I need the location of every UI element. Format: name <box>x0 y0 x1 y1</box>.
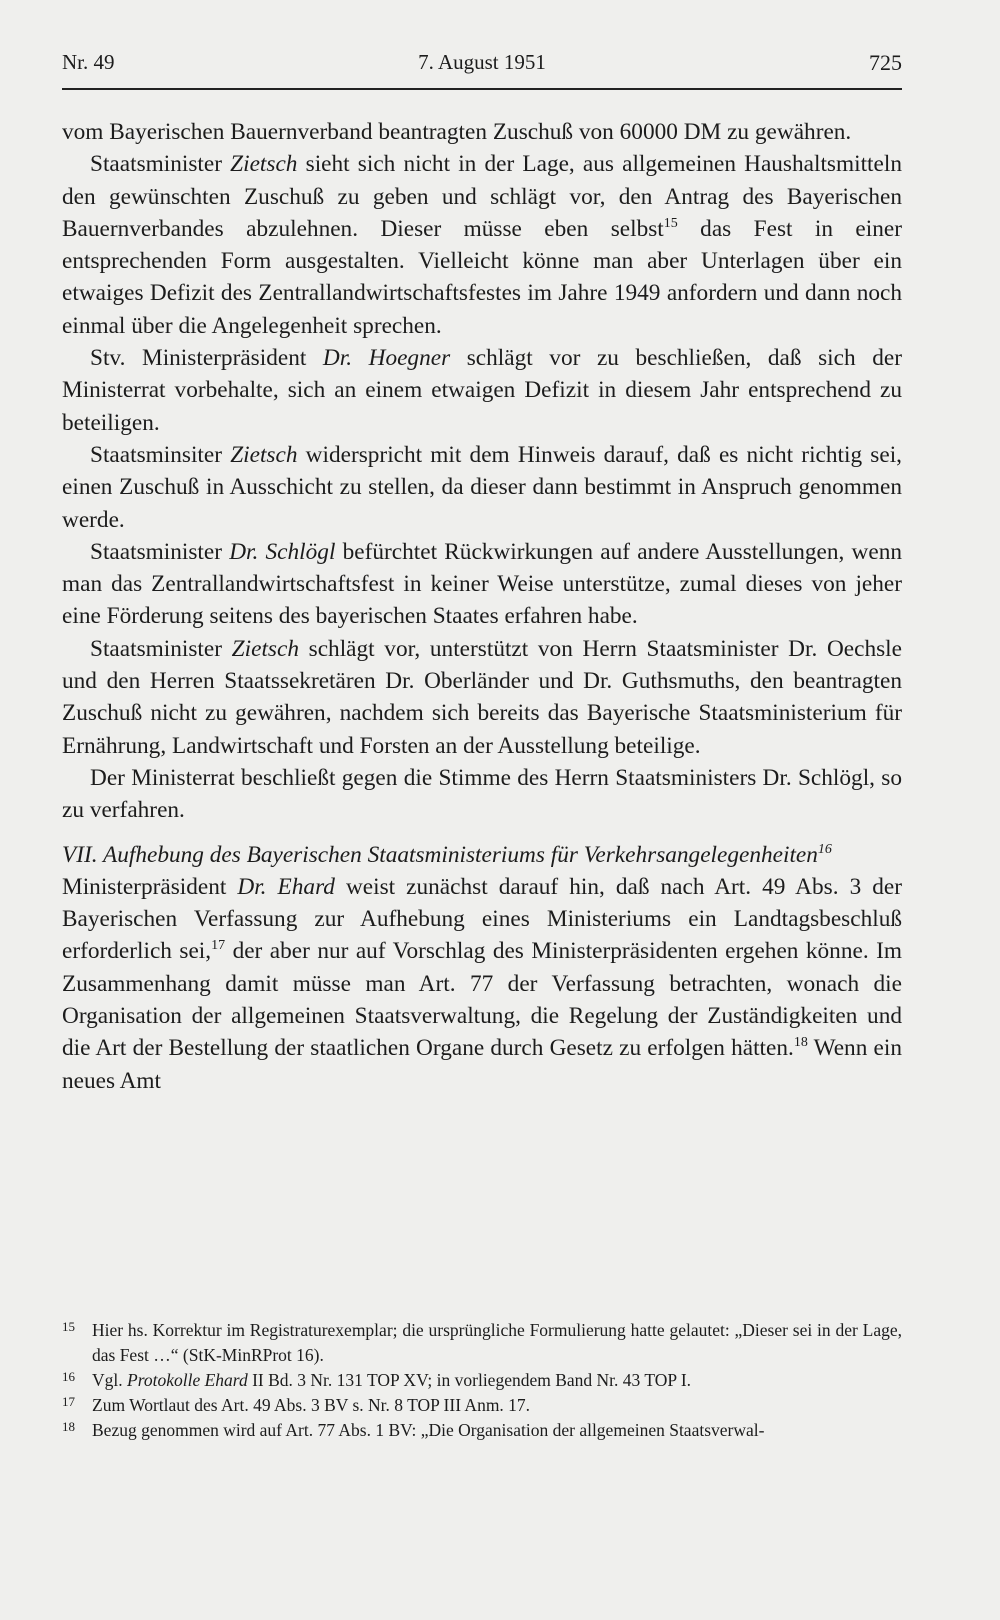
speaker-name: Zietsch <box>230 151 298 178</box>
body-text <box>62 116 902 1097</box>
footnote-ref-18: 18 <box>793 1035 808 1051</box>
speaker-name: Zietsch <box>230 441 298 468</box>
issue-number: Nr. 49 <box>62 50 115 74</box>
page-number: 725 <box>869 50 902 75</box>
paragraph-8: Ministerpräsident Dr. Ehard weist zunächst darauf hin, daß nach Art. 49 Abs. 3 der Bayerischen Verfassung zur Aufhebung eines Ministeriums ein Landtagsbeschluß erforderlich sei,$^{17}$ der aber nur auf Vorschlag des Ministerpräsidenten ergehen könne. Im Zusammenhang damit müsse man Art. 77 der Verfassung betrachten, wonach die Organisation der allgemeinen Staatsverwaltung, die Regelung der Zuständigkeiten und die Art der Bestellung der staatlichen Organe durch Gesetz zu erfolgen hätten.$^{18}$ Wenn ein neues Amt <box>62 873 902 1094</box>
footnote <box>62 1318 902 1368</box>
paragraph-3: Stv. Ministerpräsident Dr. Hoegner schlägt vor zu beschließen, daß sich der Ministerrat vorbehalte, sich an einem etwaigen Defizit in diesem Jahr entsprechend zu beteiligen. <box>62 345 902 436</box>
footnote-number: 15 <box>62 1319 75 1334</box>
footnote-number: 16 <box>62 1369 75 1384</box>
footnotes <box>62 1318 902 1443</box>
paragraph-4: Staatsminsiter Zietsch widerspricht mit dem Hinweis darauf, daß es nicht richtig sei, einen Zuschuß in Ausschicht zu stellen, da dieser dann bestimmt in Anspruch genommen werde. <box>62 441 903 533</box>
session-date: 7. August 1951 <box>418 50 546 74</box>
speaker-name: Dr. Ehard <box>237 873 335 900</box>
paragraph-2: Staatsminister Zietsch sieht sich nicht in der Lage, aus allgemeinen Haushaltsmitteln den gewünschten Zuschuß zu geben und schlägt vor, den Antrag des Bayerischen Bauernverbandes abzulehnen. Dieser müsse eben selbst$^{15}$ das Fest in einer entsprechenden Form ausgestalten. Vielleicht könne man aber Unterlagen über ein etwaiges Defizit des Zentrallandwirtschaftsfestes im Jahre 1949 anfordern und dann noch einmal über die Angelegenheit sprechen. <box>62 151 902 339</box>
header-rule <box>62 88 902 90</box>
footnote <box>62 1418 902 1443</box>
paragraph-7: Der Ministerrat beschließt gegen die Stimme des Herrn Staatsministers Dr. Schlögl, so zu verfahren. <box>62 764 902 824</box>
footnote-number: 18 <box>62 1419 75 1434</box>
footnote-text: Hier hs. Korrektur im Registraturexemplar; die ursprüngliche Formulierung hatte gelautet: „Dieser sei in der Lage, das Fest …“ (StK-MinRProt 16). <box>92 1320 902 1365</box>
speaker-name: Zietsch <box>231 635 299 662</box>
paragraph-6: Staatsminister Zietsch schlägt vor, unterstützt von Herrn Staatsminister Dr. Oechsle und den Herren Staatssekretären Dr. Oberländer und Dr. Guthsmuths, den beantragten Zuschuß nicht zu gewähren, nachdem sich bereits das Bayerische Staatsministerium für Ernährung, Landwirtschaft und Forsten an der Ausstellung beteilige. <box>62 635 902 759</box>
paragraph-5: Staatsminister Dr. Schlögl befürchtet Rückwirkungen auf andere Ausstellungen, wenn man das Zentrallandwirtschaftsfest in keiner Weise unterstütze, zumal dieses von jeher eine Förderung seitens des bayerischen Staates erfahren habe. <box>62 538 902 630</box>
section-heading: VII. Aufhebung des Bayerischen Staatsministeriums für Verkehrsangelegenheiten$^{16}$ <box>62 841 832 868</box>
footnote <box>62 1368 902 1393</box>
footnote-ref-15: 15 <box>663 215 678 231</box>
paragraph-1: vom Bayerischen Bauernverband beantragten Zuschuß von 60000 DM zu gewähren. <box>62 119 852 145</box>
footnote-number: 17 <box>62 1394 75 1409</box>
footnote-text: Vgl. Protokolle Ehard II Bd. 3 Nr. 131 TOP XV; in vorliegendem Band Nr. 43 TOP I. <box>92 1370 692 1390</box>
footnote-ref-17: 17 <box>211 938 226 954</box>
footnote-text: Bezug genommen wird auf Art. 77 Abs. 1 BV: „Die Organisation der allgemeinen Staatsverwal- <box>92 1420 765 1440</box>
speaker-name: Dr. Schlögl <box>229 538 336 565</box>
footnote-text: Zum Wortlaut des Art. 49 Abs. 3 BV s. Nr. 8 TOP III Anm. 17. <box>92 1395 531 1415</box>
speaker-name: Dr. Hoegner <box>322 345 451 372</box>
footnote-ref-16: 16 <box>817 841 832 857</box>
footnote <box>62 1393 902 1418</box>
page-header <box>62 50 902 78</box>
